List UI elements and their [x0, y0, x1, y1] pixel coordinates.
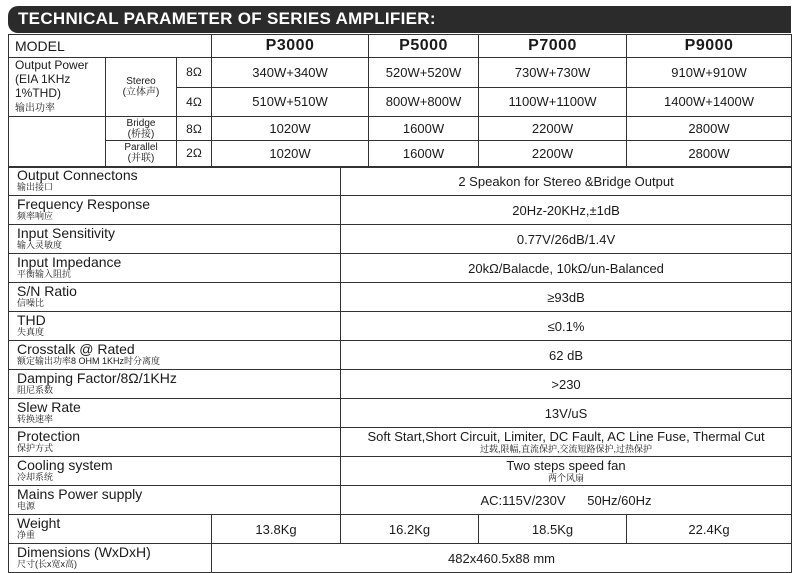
page-title: TECHNICAL PARAMETER OF SERIES AMPLIFIER:: [18, 9, 436, 28]
power-cell: 340W+340W: [212, 58, 369, 88]
spec-label: S/N Ratio 信噪比: [9, 283, 341, 312]
power-cell: 2800W: [627, 117, 792, 141]
weight-cell: 22.4Kg: [627, 515, 792, 544]
spec-value: AC:115V/230V 50Hz/60Hz: [341, 486, 792, 515]
spec-value: >230: [341, 370, 792, 399]
spec-row-frequency-response: [9, 196, 792, 225]
spec-value: 20kΩ/Balacde, 10kΩ/un-Balanced: [341, 254, 792, 283]
spec-row-input-sensitivity: [9, 225, 792, 254]
mode-stereo: Stereo (立体声): [106, 58, 177, 117]
power-cell: 2200W: [479, 117, 627, 141]
spec-value: Soft Start,Short Circuit, Limiter, DC Fault, AC Line Fuse, Thermal Cut 过载,限幅,直流保护,交流短路保护,过热保护: [341, 428, 792, 457]
power-cell: 730W+730W: [479, 58, 627, 88]
spec-row-input-impedance: [9, 254, 792, 283]
model-row: [9, 35, 792, 58]
spec-label: Input Impedance 平衡输入阻抗: [9, 254, 341, 283]
ohm-value: 8Ω: [177, 117, 212, 141]
spec-value: 62 dB: [341, 341, 792, 370]
spec-label: Cooling system 冷却系统: [9, 457, 341, 486]
spec-row-thd: [9, 312, 792, 341]
ohm-value: 4Ω: [177, 87, 212, 117]
spec-row-crosstalk: [9, 341, 792, 370]
power-cell: 1020W: [212, 117, 369, 141]
power-row-stereo-8: [9, 58, 792, 88]
title-banner: [8, 6, 791, 33]
weight-cell: 18.5Kg: [479, 515, 627, 544]
spec-row-protection: [9, 428, 792, 457]
spec-label: Frequency Response 频率响应: [9, 196, 341, 225]
spec-value: 13V/uS: [341, 399, 792, 428]
power-cell: 910W+910W: [627, 58, 792, 88]
spec-row-damping-factor: [9, 370, 792, 399]
power-row-parallel: [9, 141, 792, 167]
spec-row-dimensions: [9, 544, 792, 573]
output-power-label-cont: [9, 117, 106, 141]
spec-value: 20Hz-20KHz,±1dB: [341, 196, 792, 225]
output-power-label-cont: [9, 141, 106, 167]
model-p5000: P5000: [369, 35, 479, 58]
output-power-label: Output Power (EIA 1KHz 1%THD) 输出功率: [9, 58, 106, 117]
spec-label: Weight 净重: [9, 515, 212, 544]
spec-row-slew-rate: [9, 399, 792, 428]
spec-value: 2 Speakon for Stereo &Bridge Output: [341, 167, 792, 196]
power-row-bridge: [9, 117, 792, 141]
power-cell: 1020W: [212, 141, 369, 167]
spec-label: Input Sensitivity 输入灵敏度: [9, 225, 341, 254]
model-p7000: P7000: [479, 35, 627, 58]
model-label: MODEL: [9, 35, 212, 58]
power-cell: 2200W: [479, 141, 627, 167]
spec-label: Dimensions (WxDxH) 尺寸(长x宽x高): [9, 544, 212, 573]
spec-label: Slew Rate 转换速率: [9, 399, 341, 428]
power-cell: 800W+800W: [369, 87, 479, 117]
spec-value: ≥93dB: [341, 283, 792, 312]
ohm-value: 2Ω: [177, 141, 212, 167]
spec-row-output-connectons: [9, 167, 792, 196]
spec-row-mains: [9, 486, 792, 515]
spec-table: [8, 34, 792, 573]
spec-row-sn-ratio: [9, 283, 792, 312]
spec-row-weight: [9, 515, 792, 544]
ohm-value: 8Ω: [177, 58, 212, 88]
power-cell: 1600W: [369, 117, 479, 141]
weight-cell: 13.8Kg: [212, 515, 341, 544]
spec-label: Mains Power supply 电源: [9, 486, 341, 515]
power-cell: 510W+510W: [212, 87, 369, 117]
mode-bridge: Bridge (桥接): [106, 117, 177, 141]
spec-value: Two steps speed fan 两个风扇: [341, 457, 792, 486]
spec-label: Crosstalk @ Rated 额定输出功率8 OHM 1KHz时分离度: [9, 341, 341, 370]
model-p3000: P3000: [212, 35, 369, 58]
spec-row-cooling: [9, 457, 792, 486]
weight-cell: 16.2Kg: [341, 515, 479, 544]
power-cell: 1400W+1400W: [627, 87, 792, 117]
power-cell: 520W+520W: [369, 58, 479, 88]
spec-label: Output Connectons 输出接口: [9, 167, 341, 196]
spec-label: THD 失真度: [9, 312, 341, 341]
power-cell: 1100W+1100W: [479, 87, 627, 117]
spec-label: Damping Factor/8Ω/1KHz 阻尼系数: [9, 370, 341, 399]
model-p9000: P9000: [627, 35, 792, 58]
power-cell: 1600W: [369, 141, 479, 167]
spec-label: Protection 保护方式: [9, 428, 341, 457]
power-cell: 2800W: [627, 141, 792, 167]
spec-value: ≤0.1%: [341, 312, 792, 341]
spec-value: 482x460.5x88 mm: [212, 544, 792, 573]
mode-parallel: Parallel (并联): [106, 141, 177, 167]
spec-value: 0.77V/26dB/1.4V: [341, 225, 792, 254]
